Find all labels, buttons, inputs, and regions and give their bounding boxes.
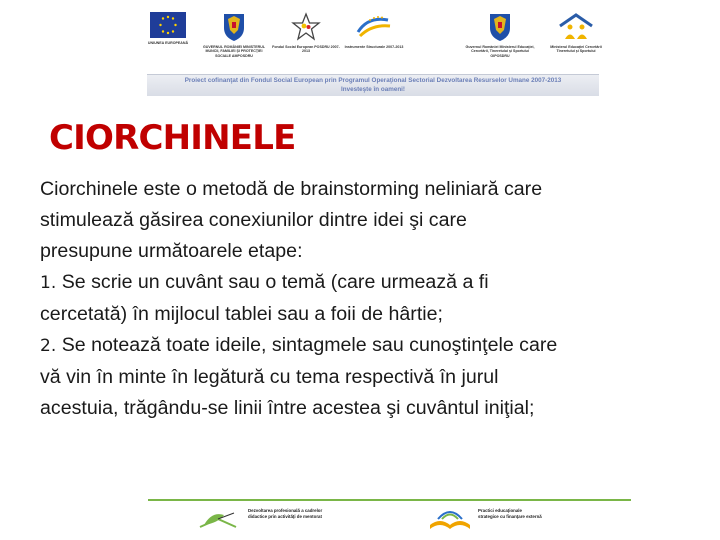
step-number: 1. <box>40 273 57 293</box>
step-line: cercetată) în mijlocul tablei sau a foii de hârtie; <box>40 303 443 325</box>
footer-left-line: Dezvoltarea profesională a cadrelor <box>248 508 323 513</box>
eu-flag-icon <box>150 12 186 38</box>
swirl-icon <box>354 12 394 42</box>
footer-right-line: Practici educaţionale <box>478 508 522 513</box>
footer-left-line: didactice prin activităţi de mentorat <box>248 514 322 519</box>
logo-caption: Instrumente Structurale 2007-2013 <box>344 45 404 49</box>
footer-right-text <box>478 508 542 520</box>
step-line: vă vin în minte în legătură cu tema respectivă în jurul <box>40 366 499 388</box>
structural-instruments-logo <box>339 12 409 49</box>
logo-row <box>145 8 601 74</box>
coat-of-arms-icon <box>222 12 246 42</box>
header-banner <box>145 8 601 96</box>
intro-line: Ciorchinele este o metodă de brainstorming neliniară care <box>40 178 543 200</box>
footer-left-text <box>248 508 322 520</box>
logo-caption: Fondul Social European POSDRU 2007-2013 <box>272 45 340 54</box>
step-number: 2. <box>40 336 57 356</box>
step-line: Se notează toate ideile, sintagmele sau cunoştinţele care <box>61 334 558 356</box>
logo-caption: Ministerul Educaţiei Cercetării Tineretului şi Sportului <box>550 45 602 54</box>
coat-of-arms-icon <box>488 12 512 42</box>
social-fund-logo <box>271 12 341 54</box>
partner-logo <box>541 12 611 54</box>
logo-caption: GUVERNUL ROMÂNIEI MINISTERUL MUNCII, FAMILIEI ŞI PROTECŢIEI SOCIALE AMPOSDRU <box>202 45 266 58</box>
footer-divider <box>148 499 631 501</box>
footer-project-right <box>428 505 618 531</box>
step-line: acestuia, trăgându-se linii între acestea şi cuvântul iniţial; <box>40 397 535 419</box>
ministry-labour-logo <box>199 12 269 58</box>
cofinancing-strip <box>147 74 599 96</box>
intro-paragraph <box>40 174 715 267</box>
strip-text-line2: Investeşte în oameni! <box>340 85 406 93</box>
intro-line: presupune următoarele etape: <box>40 240 303 262</box>
strip-text-line1: Proiect cofinanţat din Fondul Social European prin Programul Operaţional Sectorial Dezvoltarea Resurselor Umane 2007-2013 <box>184 77 562 84</box>
footer-right-line: strategice cu finanţare externă <box>478 514 542 519</box>
step-line: Se scrie un cuvânt sau o temă (care urmează a fi <box>61 271 489 293</box>
eu-flag-logo <box>133 12 203 45</box>
step-item <box>40 330 715 424</box>
page-title: CIORCHINELE <box>49 118 296 158</box>
footer-project-left <box>196 505 376 531</box>
logo-caption: Guvernul României Ministerul Educaţiei, Cercetării, Tineretului şi Sportului OIPOSDRU <box>465 45 535 58</box>
step-item <box>40 267 715 330</box>
open-book-icon <box>428 505 472 531</box>
house-people-icon <box>556 12 596 42</box>
logo-caption: UNIUNEA EUROPEANĂ <box>147 41 189 45</box>
ministry-education-logo <box>465 12 535 58</box>
book-leaf-icon <box>196 505 242 531</box>
slide-body <box>40 174 715 424</box>
star-people-icon <box>291 12 321 42</box>
intro-line: stimulează găsirea conexiunilor dintre idei şi care <box>40 209 467 231</box>
